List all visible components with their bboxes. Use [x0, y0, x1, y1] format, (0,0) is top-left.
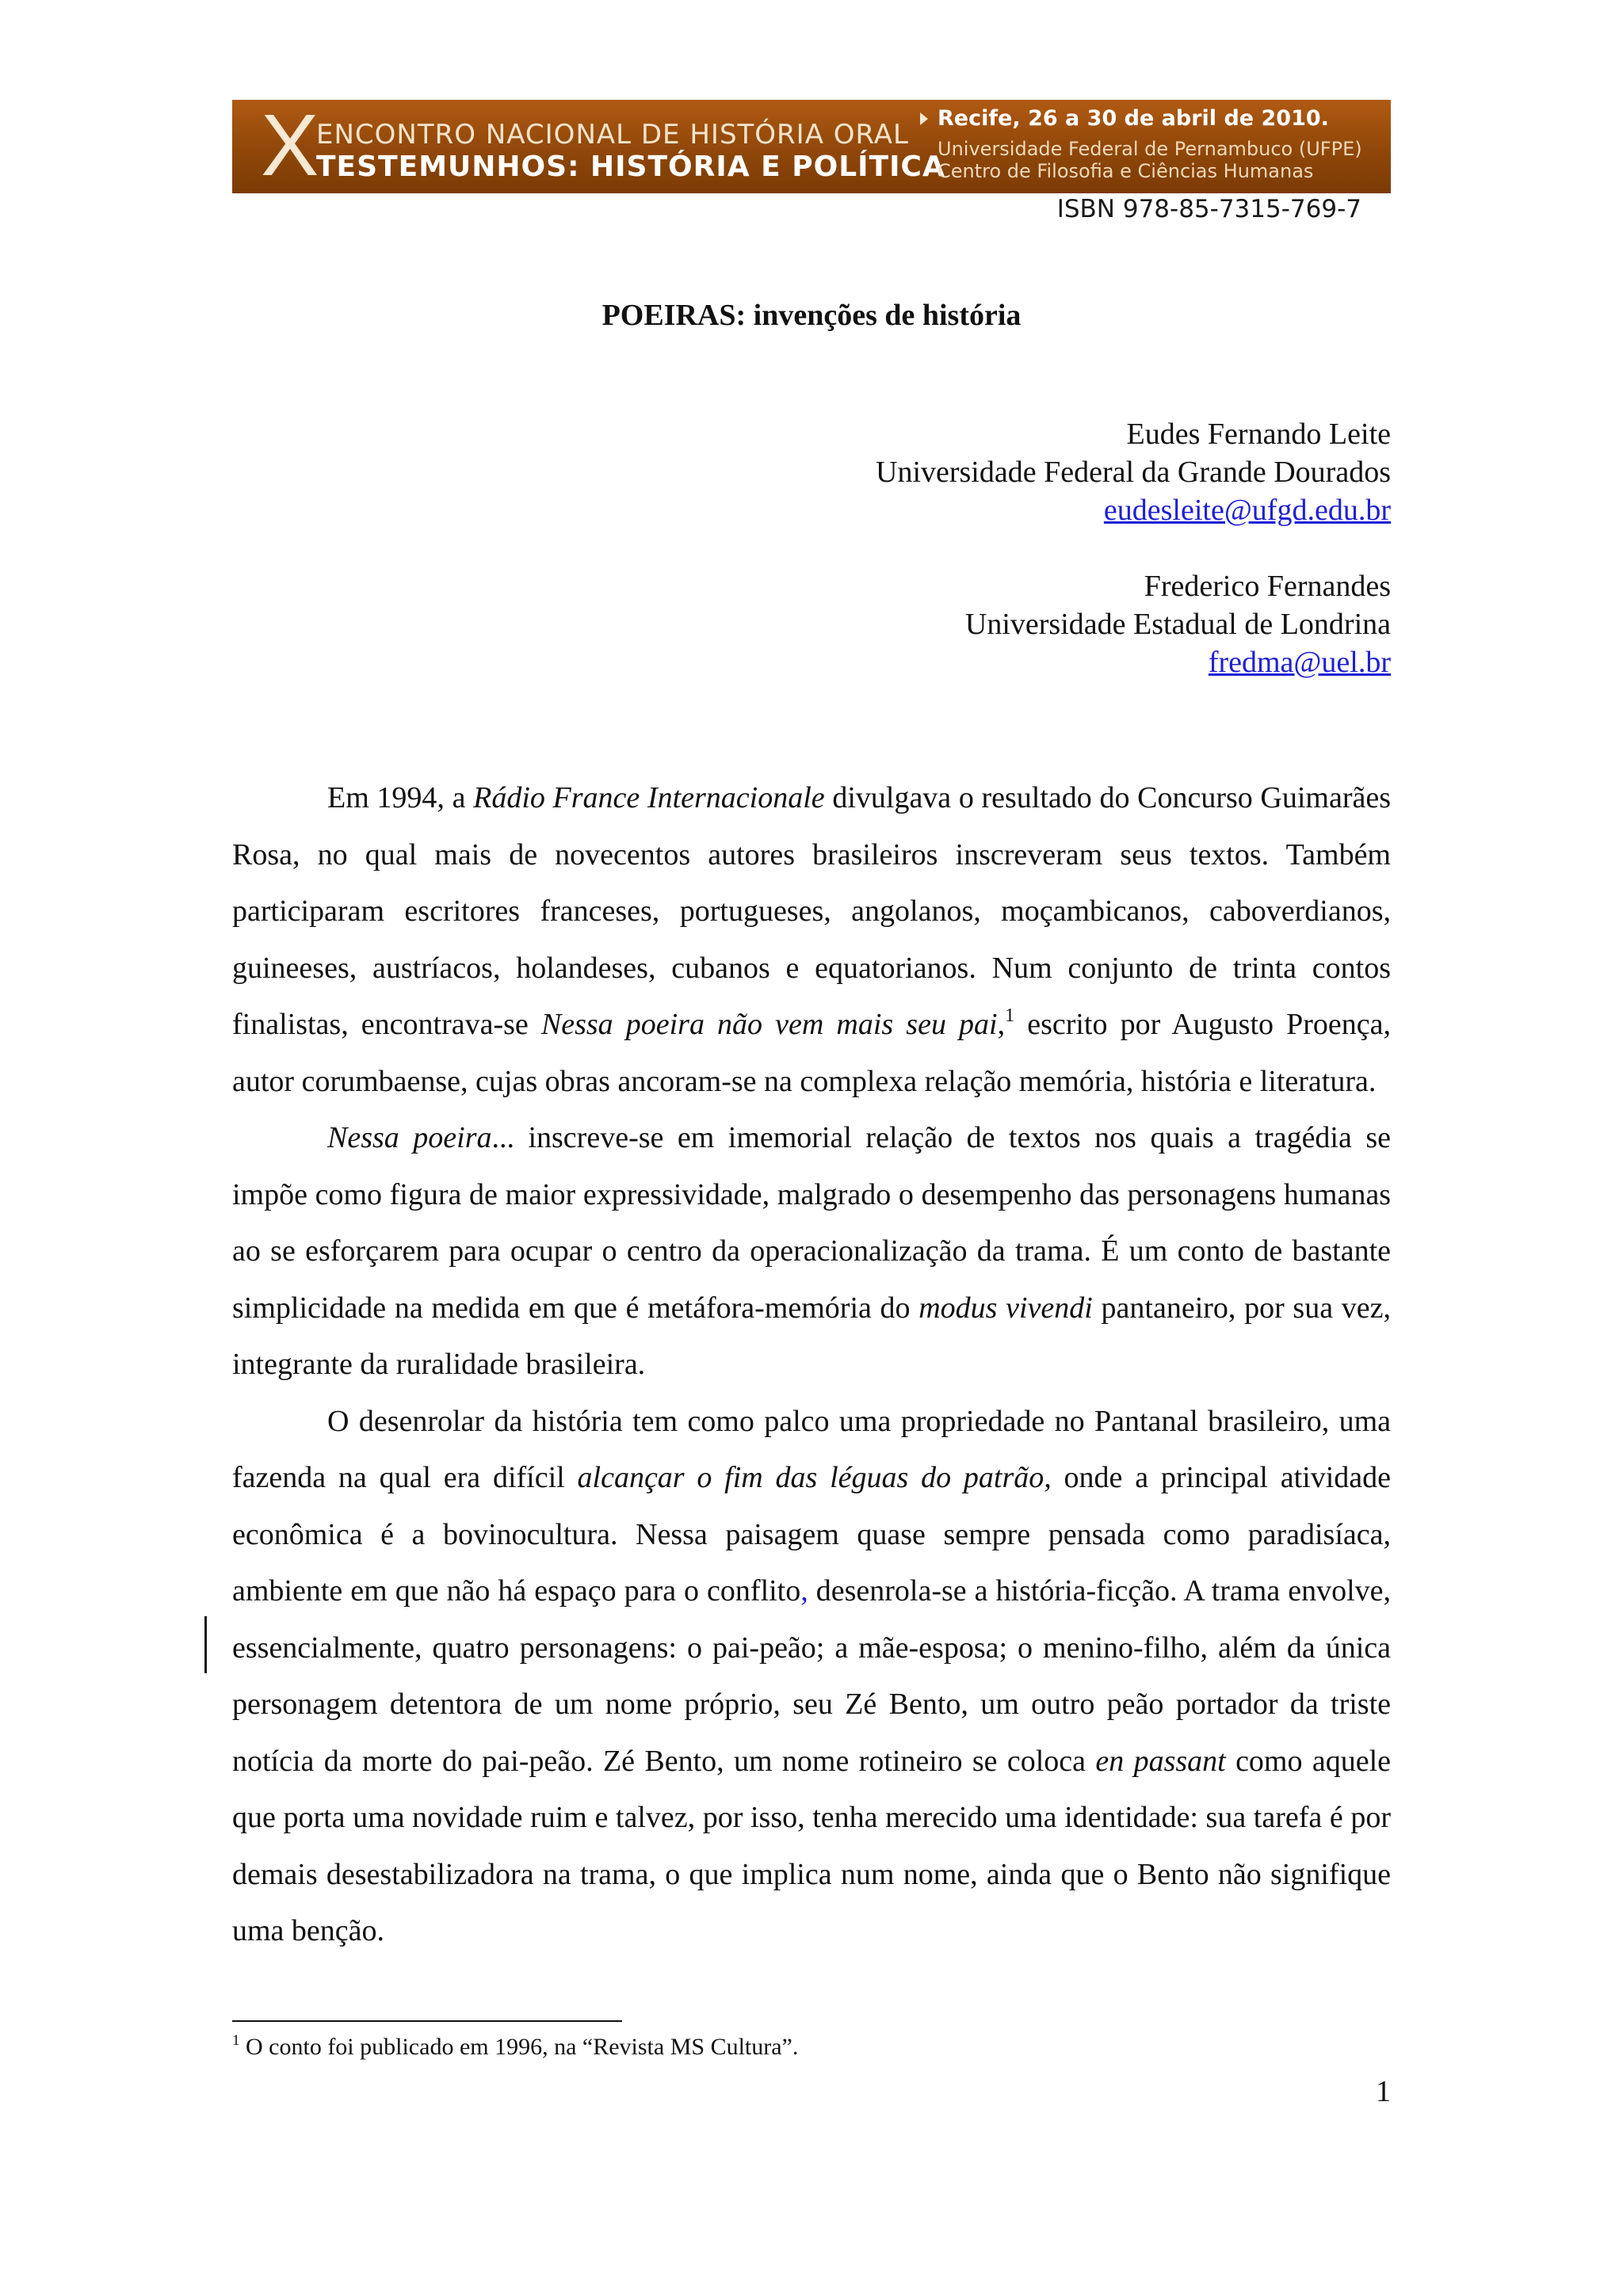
isbn: ISBN 978-85-7315-769-7	[1056, 195, 1361, 223]
author-list	[876, 415, 1391, 719]
banner-location-date: Recife, 26 a 30 de abril de 2010.	[938, 106, 1329, 131]
banner-university: Universidade Federal de Pernambuco (UFPE)	[938, 138, 1362, 160]
paragraph-2: Nessa poeira... inscreve-se em imemorial relação de textos nos quais a tragédia se impõe como figura de maior expressividade, malgrado o desempenho das personagens humanas ao se esforçarem para ocupar o centro da operacionalização da trama. É um conto de bastante simplicidade na medida em que é metáfora-memória do modus vivendi pantaneiro, por sua vez, integrante da ruralidade brasileira.	[232, 1121, 1391, 1381]
author-affiliation: Universidade Federal da Grande Dourados	[876, 456, 1391, 489]
conference-banner	[232, 97, 1391, 194]
revision-change-bar	[204, 1616, 207, 1673]
banner-event-theme: TESTEMUNHOS: HISTÓRIA E POLÍTICA	[316, 151, 945, 183]
paragraph-3: O desenrolar da história tem como palco uma propriedade no Pantanal brasileiro, uma fazenda na qual era difícil alcançar o fim das léguas do patrão, onde a principal atividade econômica é a bovinocultura. Nessa paisagem quase sempre pensada como paradisíaca, ambiente em que não há espaço para o conflito, desenrola-se a história-ficção. A trama envolve, essencialmente, quatro personagens: o pai-peão; a mãe-esposa; o menino-filho, além da única personagem detentora de um nome próprio, seu Zé Bento, um outro peão portador da triste notícia da morte do pai-peão. Zé Bento, um nome rotineiro se coloca en passant como aquele que porta uma novidade ruim e talvez, por isso, tenha merecido uma identidade: sua tarefa é por demais desestabilizadora na trama, o que implica num nome, ainda que o Bento não signifique uma benção.	[232, 1404, 1392, 1947]
author-block	[876, 567, 1391, 681]
author-email-link[interactable]: eudesleite@ufgd.edu.br	[1103, 494, 1391, 527]
author-block	[876, 415, 1391, 529]
banner-arrow-icon	[920, 113, 928, 125]
author-affiliation: Universidade Estadual de Londrina	[964, 608, 1391, 641]
footnote-number: 1	[232, 2032, 240, 2049]
paragraph-1: Em 1994, a Rádio France Internacionale divulgava o resultado do Concurso Guimarães Rosa, no qual mais de novecentos autores brasileiros inscreveram seus textos. Também participaram escritores franceses, portugueses, angolanos, moçambicanos, caboverdianos, guineeses, austríacos, holandeses, cubanos e equatorianos. Num conjunto de trinta contos finalistas, encontrava-se Nessa poeira não vem mais seu pai,$^1$ escrito por Augusto Proença, autor corumbaense, cujas obras ancoram-se na complexa relação memória, história e literatura.	[232, 781, 1392, 1098]
paper-title: POEIRAS: invenções de história	[601, 299, 1022, 332]
body-text	[232, 770, 1391, 1960]
author-name: Eudes Fernando Leite	[1126, 418, 1391, 451]
banner-event-name: ENCONTRO NACIONAL DE HISTÓRIA ORAL	[316, 119, 909, 151]
page-number: 1	[1376, 2075, 1391, 2108]
footnote	[232, 2031, 798, 2063]
footnote-separator	[232, 2020, 622, 2022]
banner-center: Centro de Filosofia e Ciências Humanas	[938, 160, 1314, 182]
author-email-link[interactable]: fredma@uel.br	[1208, 646, 1391, 679]
author-name: Frederico Fernandes	[1144, 570, 1391, 603]
footnote-ref[interactable]: 1	[1005, 1005, 1015, 1026]
footnote-text: O conto foi publicado em 1996, na “Revista MS Cultura”.	[239, 2034, 799, 2060]
banner-roman-numeral: X	[261, 97, 319, 194]
